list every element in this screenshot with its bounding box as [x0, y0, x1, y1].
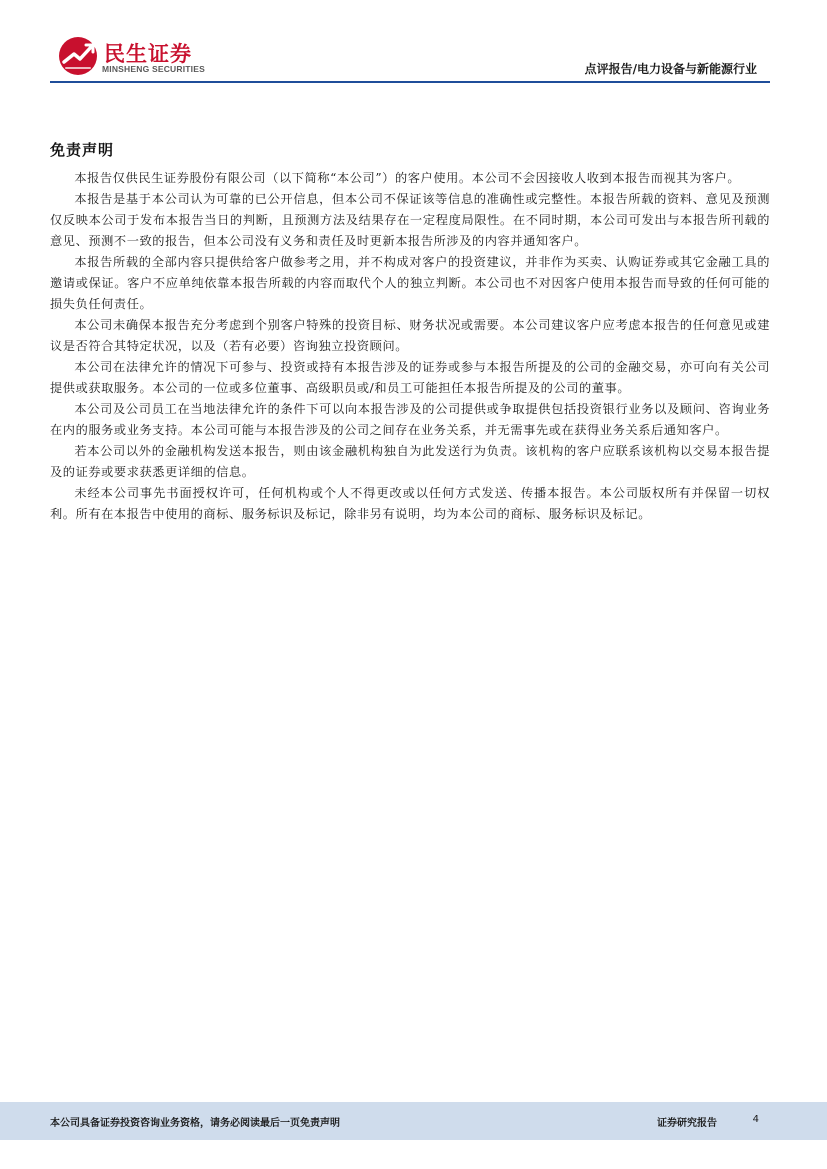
- minsheng-logo: [58, 36, 248, 80]
- disclaimer-paragraph: 若本公司以外的金融机构发送本报告，则由该金融机构独自为此发送行为负责。该机构的客户应联系该机构以交易本报告提及的证券或要求获悉更详细的信息。: [50, 444, 770, 479]
- disclaimer-paragraph: 本公司未确保本报告充分考虑到个别客户特殊的投资目标、财务状况或需要。本公司建议客户应考虑本报告的任何意见或建议是否符合其特定状况，以及（若有必要）咨询独立投资顾问。: [50, 318, 770, 353]
- footer-report-label: 证券研究报告: [657, 1118, 717, 1129]
- logo-english-name: MINSHENG SECURITIES: [102, 64, 205, 74]
- page-header: [0, 0, 827, 84]
- logo-chinese-name: 民生证券: [104, 42, 192, 66]
- page-footer: [0, 1102, 827, 1140]
- page-title: 免责声明: [50, 141, 115, 159]
- disclaimer-paragraph: 本公司及公司员工在当地法律允许的条件下可以向本报告涉及的公司提供或争取提供包括投资银行业务以及顾问、咨询业务在内的服务或业务支持。本公司可能与本报告涉及的公司之间存在业务关系，并无需事先或在获得业务关系后通知客户。: [50, 402, 770, 437]
- disclaimer-paragraph: 未经本公司事先书面授权许可，任何机构或个人不得更改或以任何方式发送、传播本报告。本公司版权所有并保留一切权利。所有在本报告中使用的商标、服务标识及标记，除非另有说明，均为本公司的商标、服务标识及标记。: [50, 486, 770, 521]
- disclaimer-body: [50, 168, 770, 525]
- report-type-label: 点评报告/电力设备与新能源行业: [584, 62, 757, 76]
- disclaimer-paragraph: 本报告是基于本公司认为可靠的已公开信息，但本公司不保证该等信息的准确性或完整性。本报告所载的资料、意见及预测仅反映本公司于发布本报告当日的判断，且预测方法及结果存在一定程度局限性。在不同时期，本公司可发出与本报告所刊载的意见、预测不一致的报告，但本公司没有义务和责任及时更新本报告所涉及的内容并通知客户。: [50, 192, 770, 248]
- page-number: 4: [752, 1114, 759, 1125]
- disclaimer-paragraph: 本报告所载的全部内容只提供给客户做参考之用，并不构成对客户的投资建议，并非作为买卖、认购证券或其它金融工具的邀请或保证。客户不应单纯依靠本报告所载的内容而取代个人的独立判断。本公司也不对因客户使用本报告而导致的任何可能的损失负任何责任。: [50, 255, 770, 311]
- disclaimer-paragraph: 本报告仅供民生证券股份有限公司（以下简称“本公司”）的客户使用。本公司不会因接收人收到本报告而视其为客户。: [74, 171, 741, 185]
- header-divider: [50, 81, 770, 83]
- minsheng-logo-icon: [58, 36, 98, 76]
- footer-notice: 本公司具备证券投资咨询业务资格，请务必阅读最后一页免责声明: [50, 1118, 340, 1129]
- disclaimer-paragraph: 本公司在法律允许的情况下可参与、投资或持有本报告涉及的证券或参与本报告所提及的公司的金融交易，亦可向有关公司提供或获取服务。本公司的一位或多位董事、高级职员或/和员工可能担任本报告所提及的公司的董事。: [50, 360, 770, 395]
